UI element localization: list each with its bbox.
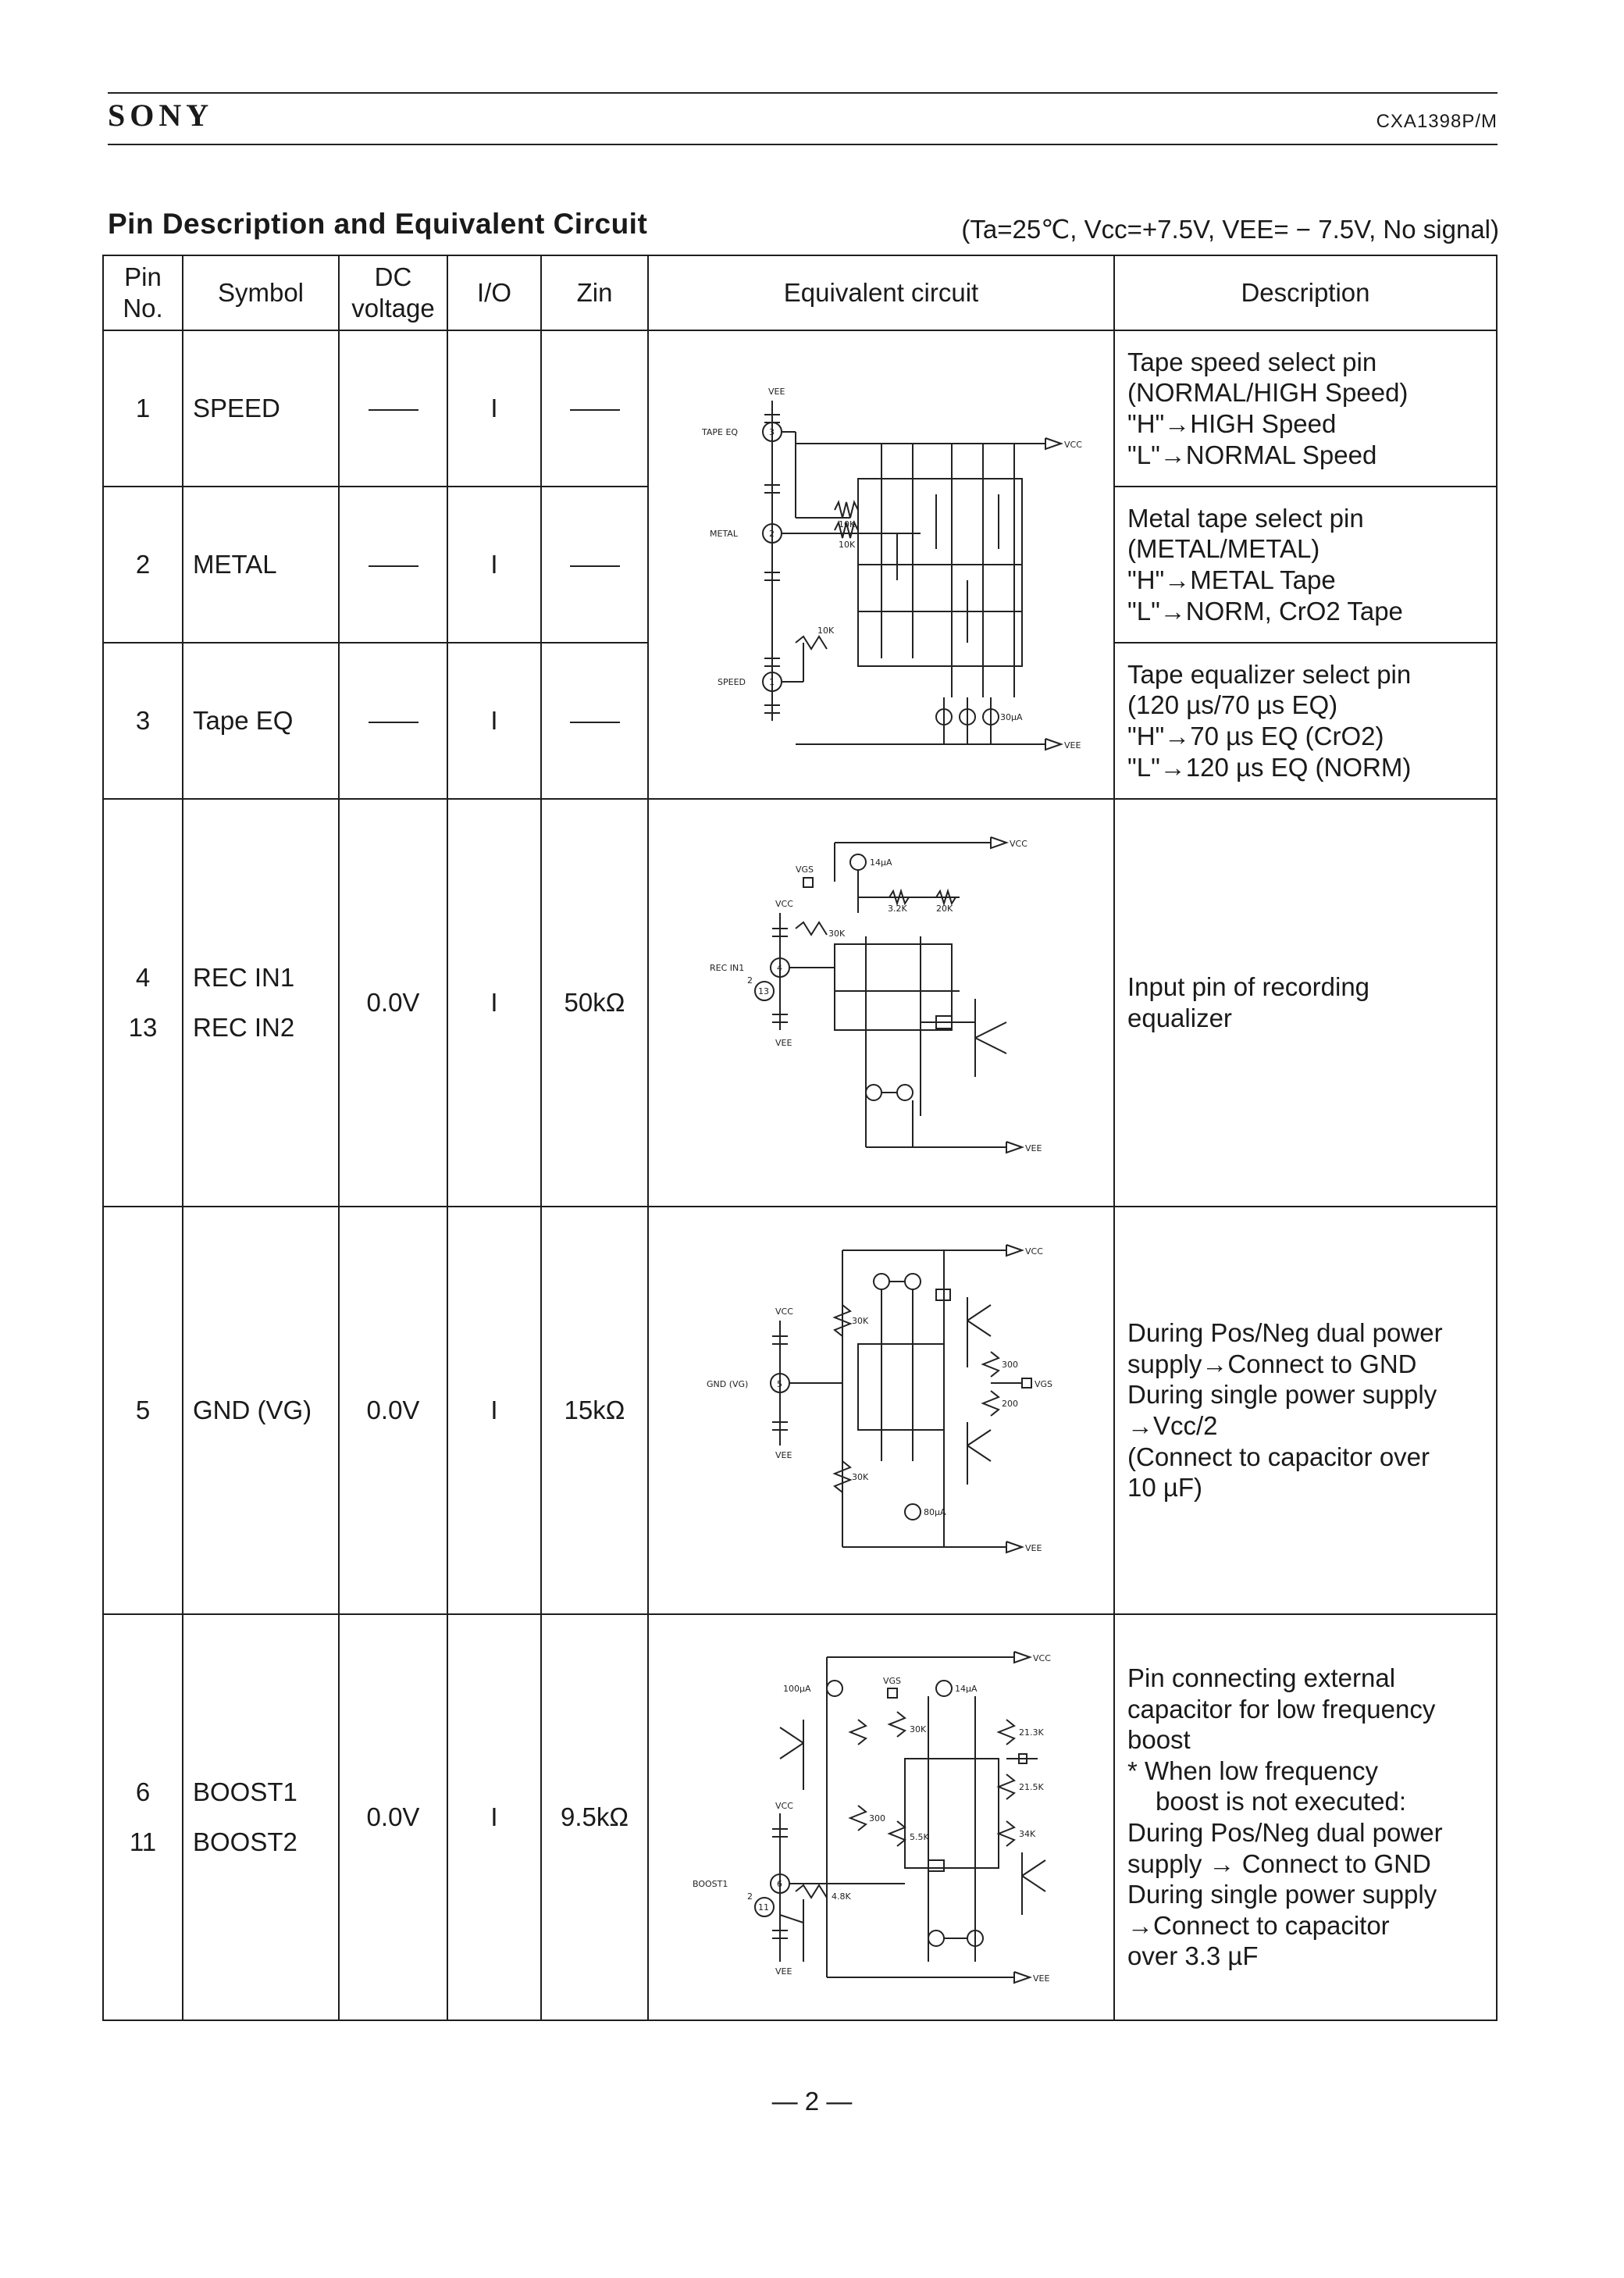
desc-line: Tape equalizer select pin bbox=[1127, 659, 1412, 689]
label-34k: 34K bbox=[1018, 1829, 1035, 1839]
zin-empty bbox=[541, 643, 648, 799]
label-vcc: VCC bbox=[1032, 1653, 1051, 1663]
part-number: CXA1398P/M bbox=[1376, 111, 1498, 132]
desc-line: "L"→NORMAL Speed bbox=[1127, 440, 1377, 469]
desc-line: (NORMAL/HIGH Speed) bbox=[1127, 378, 1409, 408]
header-pin-line2: No. bbox=[123, 294, 163, 323]
header-pin-line1: Pin bbox=[124, 262, 162, 292]
desc-line: * When low frequency bbox=[1127, 1756, 1378, 1785]
pin-number-a: 4 bbox=[135, 963, 151, 992]
io-value: I bbox=[447, 330, 541, 487]
label-3k2: 3.2K bbox=[887, 904, 907, 914]
pin-symbol: Tape EQ bbox=[183, 643, 339, 799]
header-dc-line2: voltage bbox=[351, 294, 435, 323]
dc-voltage-empty bbox=[339, 643, 447, 799]
label-vee-pin: VEE bbox=[775, 1038, 792, 1048]
gnd-vg-circuit-diagram bbox=[678, 1227, 1084, 1594]
label-rec-in: REC IN1 bbox=[709, 963, 744, 973]
zin-value: 9.5kΩ bbox=[541, 1614, 648, 2020]
label-pin-13: 13 bbox=[757, 986, 769, 996]
pin-number-pair bbox=[103, 1614, 183, 2020]
desc-line: During single power supply bbox=[1127, 1880, 1437, 1909]
label-vgs: VGS bbox=[1034, 1379, 1052, 1389]
pin-symbol: METAL bbox=[183, 487, 339, 643]
header-zin: Zin bbox=[541, 255, 648, 330]
label-vcc: VCC bbox=[1063, 440, 1082, 450]
io-value: I bbox=[447, 1207, 541, 1614]
description-gnd-vg bbox=[1114, 1207, 1497, 1614]
io-value: I bbox=[447, 487, 541, 643]
desc-line: (Connect to capacitor over bbox=[1127, 1442, 1430, 1471]
label-vcc: VCC bbox=[1024, 1246, 1043, 1257]
label-10k-c: 10K bbox=[817, 626, 834, 636]
test-conditions: (Ta=25℃, Vcc=+7.5V, VEE= − 7.5V, No signal) bbox=[961, 215, 1499, 244]
label-pin-3: 3 bbox=[768, 427, 775, 437]
label-20k: 20K bbox=[935, 904, 953, 914]
dc-voltage-empty bbox=[339, 487, 447, 643]
pin-number-b: 13 bbox=[128, 1013, 158, 1042]
table-row bbox=[103, 1614, 1497, 2020]
desc-line: Tape speed select pin bbox=[1127, 347, 1377, 376]
circuit-boost bbox=[648, 1614, 1114, 2020]
section-title: Pin Description and Equivalent Circuit bbox=[108, 208, 648, 240]
desc-line: Pin connecting external bbox=[1127, 1663, 1396, 1693]
label-30k-b: 30K bbox=[851, 1472, 868, 1482]
desc-line: equalizer bbox=[1127, 1004, 1232, 1032]
table-row bbox=[103, 330, 1497, 487]
desc-line: 10 µF) bbox=[1127, 1473, 1203, 1503]
description-rec-in bbox=[1114, 799, 1497, 1207]
desc-line: During Pos/Neg dual power bbox=[1127, 1318, 1443, 1348]
desc-line: "H"→HIGH Speed bbox=[1127, 409, 1337, 438]
zin-empty bbox=[541, 487, 648, 643]
label-boost: BOOST1 bbox=[692, 1879, 728, 1889]
label-metal: METAL bbox=[709, 529, 738, 539]
header-equivalent-circuit: Equivalent circuit bbox=[648, 255, 1114, 330]
pin-symbol-b: REC IN2 bbox=[193, 1013, 295, 1042]
header-dc-line1: DC bbox=[374, 262, 412, 292]
table-header-row bbox=[103, 255, 1497, 330]
desc-line: boost bbox=[1127, 1725, 1191, 1755]
desc-line: capacitor for low frequency bbox=[1127, 1694, 1436, 1724]
zin-empty bbox=[541, 330, 648, 487]
desc-line: →Connect to capacitor bbox=[1127, 1910, 1390, 1940]
label-pin-1: 1 bbox=[768, 677, 775, 687]
label-vee-bottom: VEE bbox=[1063, 740, 1081, 750]
label-30k: 30K bbox=[828, 929, 845, 939]
pin-symbol-b: BOOST2 bbox=[193, 1827, 297, 1856]
pin-symbol-pair bbox=[183, 799, 339, 1207]
label-4k8: 4.8K bbox=[831, 1891, 851, 1902]
label-vee: VEE bbox=[767, 387, 785, 397]
desc-line: (METAL/METAL) bbox=[1127, 534, 1320, 564]
dc-voltage-empty bbox=[339, 330, 447, 487]
desc-line: supply→Connect to GND bbox=[1127, 1349, 1417, 1378]
table-row bbox=[103, 799, 1497, 1207]
desc-line: Input pin of recording bbox=[1127, 972, 1370, 1002]
label-vgs: VGS bbox=[795, 864, 814, 875]
label-rec-sub: 2 bbox=[746, 975, 753, 986]
boost-circuit-diagram bbox=[678, 1634, 1084, 2001]
label-pin-2: 2 bbox=[768, 529, 775, 539]
label-300: 300 bbox=[1001, 1360, 1018, 1370]
label-vcc-pin: VCC bbox=[775, 1801, 793, 1811]
description-pin-3 bbox=[1114, 643, 1497, 799]
dc-voltage: 0.0V bbox=[339, 1614, 447, 2020]
header-rule bbox=[108, 144, 1498, 145]
label-vee-pin: VEE bbox=[775, 1966, 792, 1977]
pin-symbol: SPEED bbox=[183, 330, 339, 487]
pin-number: 1 bbox=[103, 330, 183, 487]
pin-number: 5 bbox=[103, 1207, 183, 1614]
label-100ua: 100µA bbox=[782, 1684, 811, 1694]
dc-voltage: 0.0V bbox=[339, 1207, 447, 1614]
label-10k-b: 10K bbox=[838, 540, 855, 550]
label-vee-pin: VEE bbox=[775, 1450, 792, 1460]
label-5k5: 5.5K bbox=[909, 1832, 929, 1842]
header-description: Description bbox=[1114, 255, 1497, 330]
header-io: I/O bbox=[447, 255, 541, 330]
label-30k: 30K bbox=[909, 1724, 926, 1734]
label-tape-eq: TAPE EQ bbox=[701, 427, 738, 437]
header-dc-voltage bbox=[339, 255, 447, 330]
select-pins-circuit-diagram bbox=[678, 346, 1084, 783]
dc-voltage: 0.0V bbox=[339, 799, 447, 1207]
label-boost-sub: 2 bbox=[746, 1891, 753, 1902]
pin-symbol: GND (VG) bbox=[183, 1207, 339, 1614]
pin-number-pair bbox=[103, 799, 183, 1207]
label-vee: VEE bbox=[1024, 1143, 1042, 1153]
pin-symbol-a: REC IN1 bbox=[193, 963, 295, 992]
description-pin-2 bbox=[1114, 487, 1497, 643]
description-boost bbox=[1114, 1614, 1497, 2020]
pin-symbol-pair bbox=[183, 1614, 339, 2020]
desc-line: "L"→120 µs EQ (NORM) bbox=[1127, 752, 1412, 782]
label-gnd-vg: GND (VG) bbox=[706, 1379, 748, 1389]
pin-number-a: 6 bbox=[135, 1777, 151, 1806]
zin-value: 15kΩ bbox=[541, 1207, 648, 1614]
header-pin-no bbox=[103, 255, 183, 330]
label-10k-a: 10K bbox=[838, 519, 855, 529]
desc-line: Metal tape select pin bbox=[1127, 503, 1364, 533]
circuit-rec-in bbox=[648, 799, 1114, 1207]
circuit-gnd-vg bbox=[648, 1207, 1114, 1614]
label-pin-6: 6 bbox=[776, 1879, 782, 1889]
zin-value: 50kΩ bbox=[541, 799, 648, 1207]
page-number: — 2 — bbox=[771, 2087, 853, 2116]
rec-in-circuit-diagram bbox=[678, 819, 1084, 1186]
description-pin-1 bbox=[1114, 330, 1497, 487]
desc-line: "L"→NORM, CrO2 Tape bbox=[1127, 596, 1403, 626]
label-vgs: VGS bbox=[882, 1676, 901, 1686]
label-21k3: 21.3K bbox=[1018, 1727, 1044, 1738]
pin-table bbox=[102, 255, 1498, 2021]
desc-line: boost is not executed: bbox=[1156, 1787, 1407, 1816]
label-pin-5: 5 bbox=[776, 1379, 782, 1389]
label-vee: VEE bbox=[1032, 1973, 1049, 1984]
label-pin-11: 11 bbox=[757, 1902, 769, 1913]
label-14ua: 14µA bbox=[954, 1684, 978, 1694]
label-30ua: 30µA bbox=[999, 712, 1023, 722]
table-row bbox=[103, 1207, 1497, 1614]
desc-line: supply → Connect to GND bbox=[1127, 1848, 1431, 1878]
io-value: I bbox=[447, 799, 541, 1207]
label-vee: VEE bbox=[1024, 1543, 1042, 1553]
io-value: I bbox=[447, 643, 541, 799]
io-value: I bbox=[447, 1614, 541, 2020]
desc-line: "H"→METAL Tape bbox=[1127, 565, 1336, 594]
pin-number: 2 bbox=[103, 487, 183, 643]
label-pin-4: 4 bbox=[776, 963, 782, 973]
label-vcc-pin: VCC bbox=[775, 899, 793, 909]
label-80ua: 80µA bbox=[923, 1507, 946, 1517]
label-14ua: 14µA bbox=[869, 857, 892, 868]
pin-number-b: 11 bbox=[129, 1827, 157, 1856]
top-rule bbox=[108, 92, 1498, 94]
desc-line: over 3.3 µF bbox=[1127, 1941, 1259, 1971]
pin-number: 3 bbox=[103, 643, 183, 799]
label-30k-a: 30K bbox=[851, 1316, 868, 1326]
circuit-select-pins bbox=[648, 330, 1114, 799]
label-speed: SPEED bbox=[717, 677, 746, 687]
desc-line: (120 µs/70 µs EQ) bbox=[1127, 690, 1338, 720]
label-vcc: VCC bbox=[1009, 839, 1027, 849]
label-300: 300 bbox=[868, 1813, 885, 1823]
desc-line: During single power supply bbox=[1127, 1380, 1437, 1410]
desc-line: During Pos/Neg dual power bbox=[1127, 1818, 1443, 1847]
desc-line: →Vcc/2 bbox=[1127, 1411, 1218, 1440]
pin-symbol-a: BOOST1 bbox=[193, 1777, 297, 1806]
header-symbol: Symbol bbox=[183, 255, 339, 330]
label-21k5: 21.5K bbox=[1018, 1782, 1044, 1792]
brand-logo: SONY bbox=[108, 98, 214, 133]
label-vcc-pin: VCC bbox=[775, 1307, 793, 1317]
label-200: 200 bbox=[1001, 1399, 1018, 1409]
desc-line: "H"→70 µs EQ (CrO2) bbox=[1127, 722, 1384, 750]
